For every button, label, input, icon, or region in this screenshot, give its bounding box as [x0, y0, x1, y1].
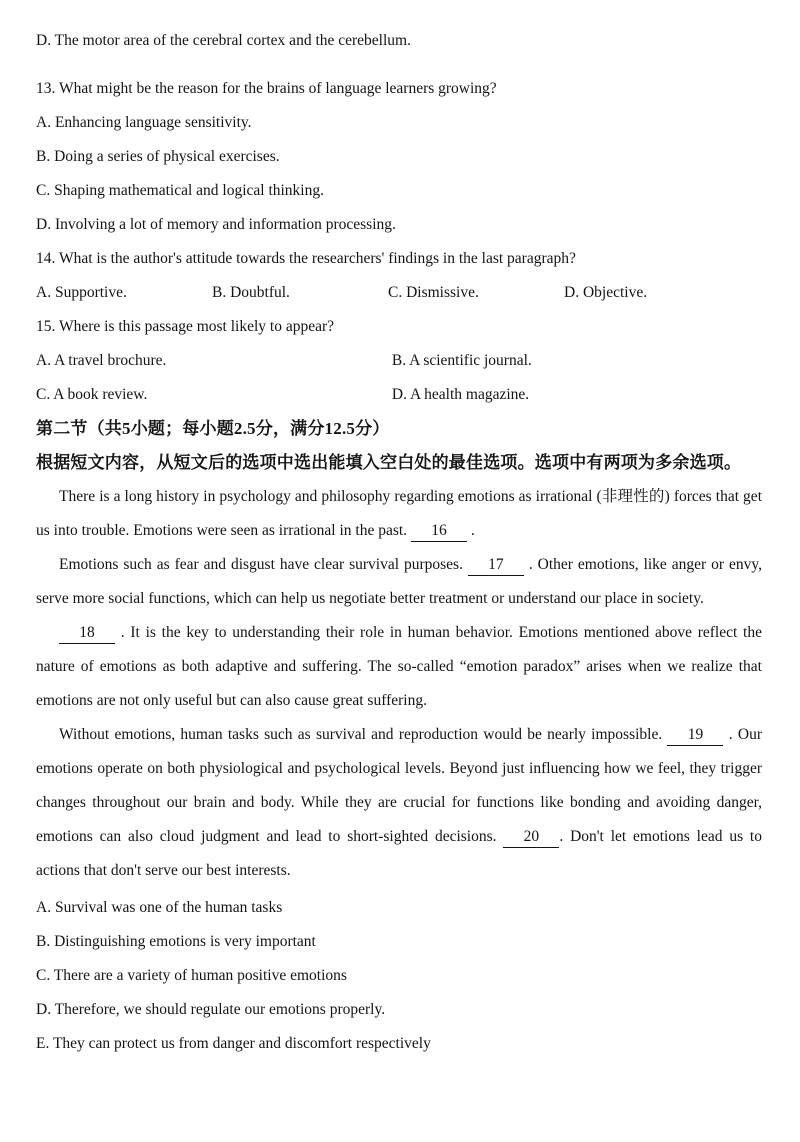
q15-stem: 15. Where is this passage most likely to appear?: [36, 318, 335, 335]
q15-option-a: A. A travel brochure.: [36, 352, 167, 369]
q13-stem: 13. What might be the reason for the brains of language learners growing?: [36, 80, 497, 97]
q13-option-b: B. Doing a series of physical exercises.: [36, 148, 280, 165]
cloze-answer-options: [36, 891, 762, 1061]
q14-stem: 14. What is the author's attitude towards the researchers' findings in the last paragraph?: [36, 250, 576, 267]
cloze-option-b: B. Distinguishing emotions is very important: [36, 933, 316, 950]
passage-paragraph-4: Without emotions, human tasks such as survival and reproduction would be nearly impossible. 19 . Our emotions operate on both physiological and psychological levels. Beyond just influencing how we feel, they trigger changes throughout our brain and body. While they are crucial for functions like bonding and avoiding danger, emotions can also cloud judgment and lead to short-sighted decisions. 20 . Don't let emotions lead us to actions that don't serve our best interests.: [36, 726, 762, 879]
q15-option-c: C. A book review.: [36, 386, 148, 403]
q14-option-c: C. Dismissive.: [388, 284, 479, 301]
q15-options-row-2: [36, 378, 762, 412]
cloze-blank-19: 19: [667, 724, 723, 746]
q13-option-c: C. Shaping mathematical and logical thinking.: [36, 182, 324, 199]
passage-paragraph-2: Emotions such as fear and disgust have clear survival purposes. 17 . Other emotions, like anger or envy, serve more social functions, which can help us negotiate better treatment or understand our place in society.: [36, 556, 762, 607]
q14-options-row: [36, 276, 762, 310]
cloze-blank-20: 20: [503, 826, 559, 848]
q12-option-d: D. The motor area of the cerebral cortex and the cerebellum.: [36, 32, 411, 49]
cloze-section-title: 第二节（共5小题；每小题2.5分，满分12.5分）: [36, 419, 390, 438]
q14-option-a: A. Supportive.: [36, 284, 127, 301]
cloze-blank-16: 16: [411, 520, 467, 542]
cloze-section-instructions: 根据短文内容，从短文后的选项中选出能填入空白处的最佳选项。选项中有两项为多余选项。: [36, 453, 742, 472]
q15-option-b: B. A scientific journal.: [391, 352, 532, 369]
q13-option-d: D. Involving a lot of memory and information processing.: [36, 216, 396, 233]
passage-paragraph-3: 18 . It is the key to understanding their role in human behavior. Emotions mentioned above reflect the nature of emotions as both adaptive and suffering. The so-called “emotion paradox” arises when we realize that emotions are not only useful but can also cause great suffering.: [36, 624, 762, 709]
q15-option-d: D. A health magazine.: [391, 386, 530, 403]
cloze-option-e: E. They can protect us from danger and discomfort respectively: [36, 1035, 431, 1052]
passage-paragraph-1: There is a long history in psychology and philosophy regarding emotions as irrational (非理性的) forces that get us into trouble. Emotions were seen as irrational in the past. 16 .: [36, 480, 762, 548]
q14-option-d: D. Objective.: [564, 284, 648, 301]
q13-option-a: A. Enhancing language sensitivity.: [36, 114, 252, 131]
cloze-option-d: D. Therefore, we should regulate our emotions properly.: [36, 1001, 386, 1018]
cloze-option-c: C. There are a variety of human positive emotions: [36, 967, 347, 984]
cloze-option-a: A. Survival was one of the human tasks: [36, 899, 283, 916]
cloze-blank-18: 18: [59, 622, 115, 644]
q15-options-row-1: [36, 344, 762, 378]
q14-option-b: B. Doubtful.: [212, 284, 290, 301]
cloze-blank-17: 17: [468, 554, 524, 576]
